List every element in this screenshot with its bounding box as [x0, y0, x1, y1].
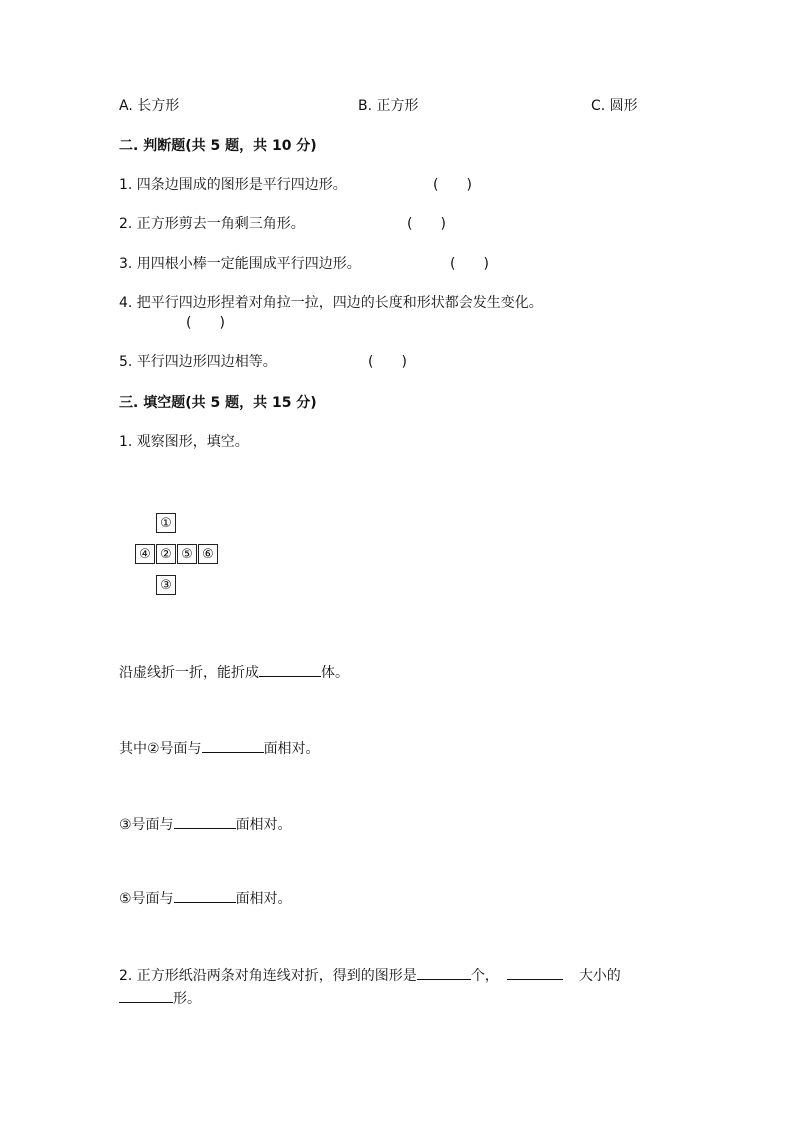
- judge-item-2: 2. 正方形剪去一角剩三角形。: [119, 216, 305, 232]
- fill-blank-3[interactable]: [174, 814, 236, 829]
- fill-q2-part4: 形。: [173, 991, 201, 1007]
- fill-q2-line-2: [119, 988, 201, 1008]
- fill-blank-2[interactable]: [202, 738, 264, 753]
- judge-paren-1[interactable]: ( ): [433, 177, 472, 193]
- fill-blank-1[interactable]: [259, 662, 321, 677]
- fill-line-3-after: 面相对。: [235, 817, 292, 833]
- section3-title: 三. 填空题(共 5 题，共 15 分): [119, 395, 317, 411]
- option-b: B. 正方形: [358, 98, 419, 114]
- judge-item-4: 4. 把平行四边形捏着对角拉一拉，四边的长度和形状都会发生变化。: [119, 295, 543, 311]
- fill-line-1-before: 沿虚线折一折，能折成: [119, 665, 259, 681]
- fill-line-1: [119, 662, 349, 682]
- judge-paren-4[interactable]: ( ): [186, 315, 225, 331]
- net-face-5: ⑤: [177, 544, 197, 564]
- fill-q2-part2: 个，: [470, 968, 499, 984]
- fill-line-3: [119, 814, 292, 834]
- judge-item-5: 5. 平行四边形四边相等。: [119, 354, 277, 370]
- fill-line-4: [119, 888, 292, 908]
- net-face-2: ②: [156, 544, 176, 564]
- fill-line-4-before: ⑤号面与: [119, 891, 174, 907]
- fill-line-4-after: 面相对。: [235, 891, 292, 907]
- judge-paren-2[interactable]: ( ): [407, 216, 446, 232]
- fill-q2-blank-3[interactable]: [119, 988, 173, 1003]
- judge-paren-3[interactable]: ( ): [450, 256, 489, 272]
- fill-q2-part1: 2. 正方形纸沿两条对角连线对折，得到的图形是: [119, 968, 417, 984]
- section2-title: 二. 判断题(共 5 题，共 10 分): [119, 138, 317, 154]
- fill-line-3-before: ③号面与: [119, 817, 174, 833]
- net-face-4: ④: [135, 544, 155, 564]
- net-face-6: ⑥: [198, 544, 218, 564]
- fill-q2-part3: 大小的: [578, 968, 621, 984]
- fill-line-2-after: 面相对。: [263, 741, 320, 757]
- judge-paren-5[interactable]: ( ): [368, 354, 407, 370]
- option-a: A. 长方形: [119, 98, 180, 114]
- judge-item-1: 1. 四条边围成的图形是平行四边形。: [119, 177, 347, 193]
- fill-line-2-before: 其中②号面与: [119, 741, 202, 757]
- net-face-3: ③: [156, 575, 176, 595]
- fill-line-2: [119, 738, 320, 758]
- net-face-1: ①: [156, 513, 176, 533]
- fill-q2-blank-1[interactable]: [417, 965, 471, 980]
- fill-q2-line-1: [119, 965, 621, 985]
- fill-q1-prompt: 1. 观察图形，填空。: [119, 434, 249, 450]
- fill-q2-blank-2[interactable]: [507, 965, 563, 980]
- fill-line-1-after: 体。: [321, 665, 349, 681]
- option-c: C. 圆形: [591, 98, 638, 114]
- fill-blank-4[interactable]: [174, 888, 236, 903]
- judge-item-3: 3. 用四根小棒一定能围成平行四边形。: [119, 256, 361, 272]
